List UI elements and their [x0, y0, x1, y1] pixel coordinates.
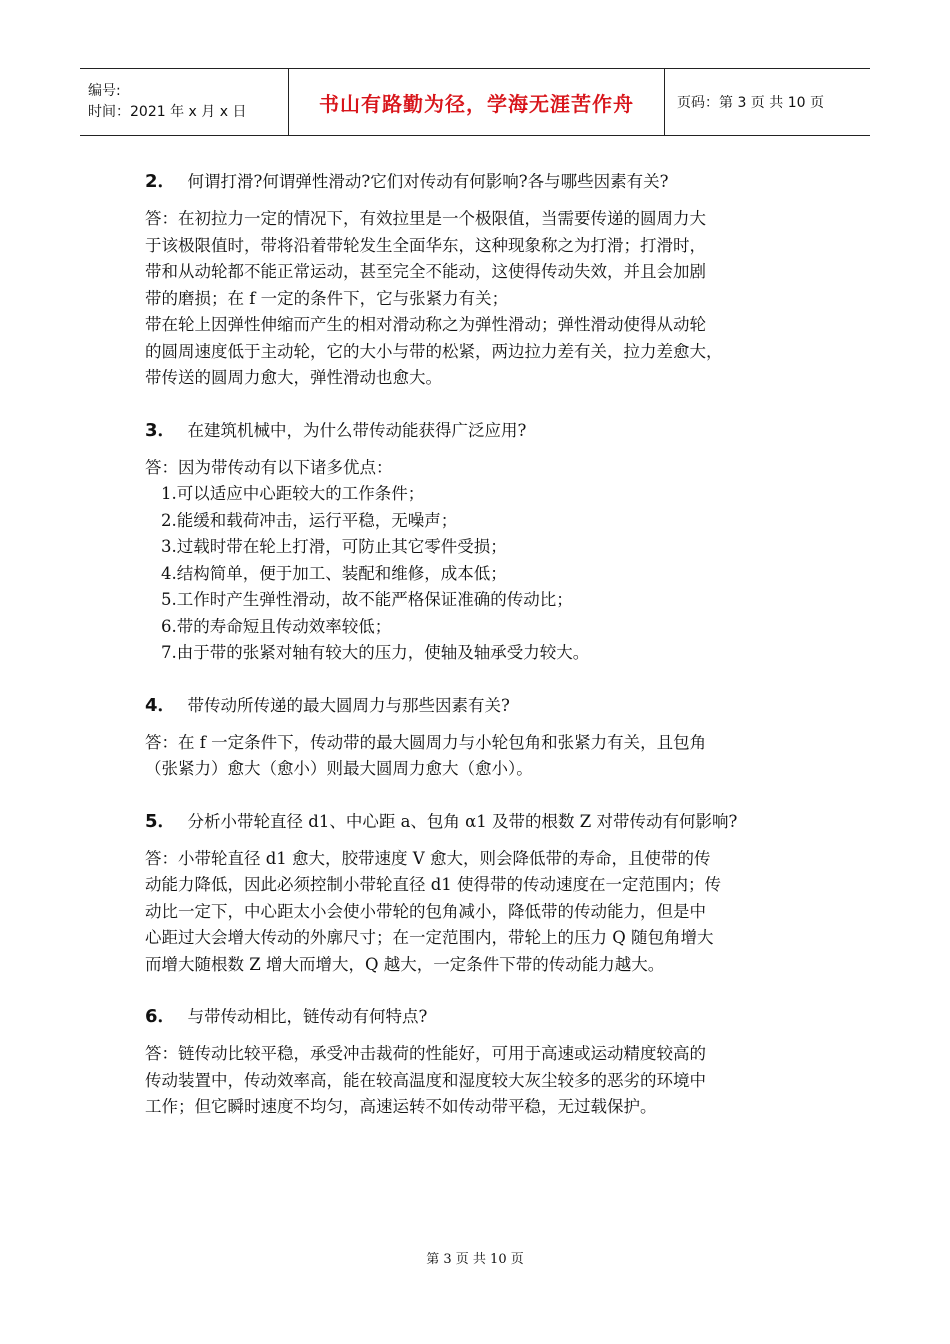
- motto: 书山有路勤为径，学海无涯苦作舟: [319, 91, 634, 116]
- header-page-cell: [665, 69, 870, 135]
- answer-line: 于该极限值时，带将沿着带轮发生全面华东，这种现象称之为打滑；打滑时，: [145, 235, 706, 255]
- answer-4: [145, 730, 815, 783]
- answer-2: [145, 206, 815, 392]
- document-body: [145, 168, 815, 1121]
- answer-line: 传动装置中，传动效率高，能在较高温度和湿度较大灰尘较多的恶劣的环境中: [145, 1070, 706, 1090]
- answer-line: 答：链传动比较平稳，承受冲击裁荷的性能好，可用于高速或运动精度较高的: [145, 1044, 706, 1063]
- question-2: [145, 168, 815, 196]
- page-info: 页码：第 3 页 共 10 页: [677, 95, 824, 111]
- answer-line: 带传送的圆周力愈大，弹性滑动也愈大。: [145, 368, 442, 387]
- page-header: [80, 68, 870, 136]
- answer-line: 而增大随根数 Z 增大而增大，Q 越大，一定条件下带的传动能力越大。: [145, 954, 665, 974]
- question-number: 2．: [145, 171, 176, 192]
- question-number: 3．: [145, 419, 176, 441]
- question-text: 与带传动相比，链传动有何特点?: [187, 1007, 428, 1026]
- answer-line: 答：小带轮直径 d1 愈大，胶带速度 V 愈大，则会降低带的寿命，且使带的传: [145, 848, 711, 868]
- question-block-3: [145, 417, 815, 667]
- question-text: 在建筑机械中，为什么带传动能获得广泛应用?: [187, 420, 527, 440]
- question-5: [145, 808, 815, 836]
- list-item: 1.可以适应中心距较大的工作条件；: [161, 484, 425, 503]
- header-motto-cell: [289, 69, 665, 135]
- answer-line: 带的磨损；在 f 一定的条件下，它与张紧力有关；: [145, 288, 509, 308]
- answer-intro: 答：因为带传动有以下诸多优点：: [145, 457, 393, 477]
- time-label: 时间：2021 年 x 月 x 日: [88, 104, 247, 120]
- answer-line: 动能力降低，因此必须控制小带轮直径 d1 使得带的传动速度在一定范围内；传: [145, 875, 722, 894]
- answer-line: 带在轮上因弹性伸缩而产生的相对滑动称之为弹性滑动；弹性滑动使得从动轮: [145, 315, 706, 334]
- question-text: 带传动所传递的最大圆周力与那些因素有关?: [187, 695, 510, 715]
- page-footer: 第 3 页 共 10 页: [426, 1252, 524, 1267]
- question-text: 分析小带轮直径 d1、中心距 a、包角 α1 及带的根数 Z 对带传动有何影响?: [187, 811, 738, 831]
- answer-5: [145, 846, 815, 979]
- list-item: 4.结构简单，便于加工、装配和维修，成本低；: [161, 563, 507, 583]
- list-item: 6.带的寿命短且传动效率较低；: [161, 616, 392, 636]
- answer-line: （张紧力）愈大（愈小）则最大圆周力愈大（愈小）。: [145, 759, 533, 778]
- question-block-2: [145, 168, 815, 392]
- answer-line: 工作；但它瞬时速度不均匀，高速运转不如传动带平稳，无过载保护。: [145, 1097, 657, 1116]
- question-block-4: [145, 692, 815, 783]
- question-6: [145, 1003, 815, 1031]
- question-block-6: [145, 1003, 815, 1121]
- question-number: 4．: [145, 694, 176, 716]
- answer-6: [145, 1041, 815, 1121]
- question-3: [145, 417, 815, 445]
- question-number: 5．: [145, 810, 176, 832]
- question-block-5: [145, 808, 815, 979]
- list-item: 5.工作时产生弹性滑动，故不能严格保证准确的传动比；: [161, 590, 573, 609]
- list-item: 3.过载时带在轮上打滑，可防止其它零件受损；: [161, 537, 507, 556]
- list-item: 2.能缓和载荷冲击，运行平稳，无噪声；: [161, 510, 458, 530]
- list-item: 7.由于带的张紧对轴有较大的压力，使轴及轴承受力较大。: [161, 643, 590, 662]
- number-label: 编号:: [88, 83, 121, 99]
- question-number: 6．: [145, 1006, 176, 1027]
- answer-line: 答：在初拉力一定的情况下，有效拉里是一个极限值，当需要传递的圆周力大: [145, 209, 706, 228]
- answer-line: 带和从动轮都不能正常运动，甚至完全不能动，这使得传动失效，并且会加剧: [145, 262, 706, 281]
- answer-line: 心距过大会增大传动的外廓尺寸；在一定范围内，带轮上的压力 Q 随包角增大: [145, 928, 714, 947]
- answer-line: 答：在 f 一定条件下，传动带的最大圆周力与小轮包角和张紧力有关，且包角: [145, 732, 707, 752]
- answer-line: 的圆周速度低于主动轮，它的大小与带的松紧，两边拉力差有关，拉力差愈大，: [145, 341, 723, 361]
- question-text: 何谓打滑?何谓弹性滑动?它们对传动有何影响?各与哪些因素有关?: [187, 172, 669, 191]
- header-meta: [80, 69, 289, 135]
- answer-3: [145, 455, 815, 667]
- answer-line: 动比一定下，中心距太小会使小带轮的包角减小，降低带的传动能力，但是中: [145, 901, 706, 921]
- question-4: [145, 692, 815, 720]
